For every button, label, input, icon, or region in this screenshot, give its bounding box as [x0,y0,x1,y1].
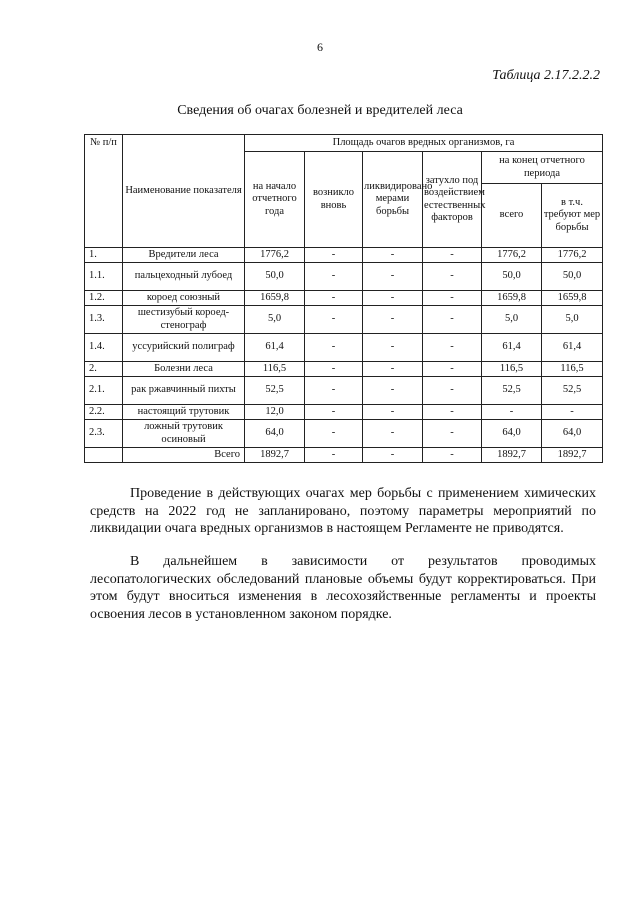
header-num: № п/п [85,135,123,248]
table-row [85,377,603,405]
header-area-group: Площадь очагов вредных организмов, га [245,135,603,152]
header-liquidated: ликвидировано мерами борьбы [363,152,423,248]
pests-table [84,134,603,463]
header-faded: затухло под воздействием естественных факторов [423,152,482,248]
cell-need: 1659,8 [542,291,603,306]
header-name: Наименование показателя [123,135,245,248]
cell-total: 50,0 [482,263,542,291]
cell-start: 1776,2 [245,248,305,263]
cell-liq: - [363,306,423,334]
cell-total: 1892,7 [482,448,542,463]
cell-total: 52,5 [482,377,542,405]
cell-liq: - [363,334,423,362]
cell-new: - [305,248,363,263]
cell-liq: - [363,291,423,306]
cell-new: - [305,334,363,362]
cell-total: 1776,2 [482,248,542,263]
cell-start: 116,5 [245,362,305,377]
cell-name: ложный трутовик осиновый [123,420,245,448]
cell-liq: - [363,263,423,291]
table-body [85,248,603,463]
table-row [85,362,603,377]
cell-num: 1. [85,248,123,263]
header-new: возникло вновь [305,152,363,248]
table-row [85,248,603,263]
cell-start: 1892,7 [245,448,305,463]
cell-start: 1659,8 [245,291,305,306]
cell-liq: - [363,420,423,448]
cell-need: 64,0 [542,420,603,448]
table-row [85,334,603,362]
cell-name: уссурийский полиграф [123,334,245,362]
cell-num: 1.3. [85,306,123,334]
cell-fade: - [423,291,482,306]
cell-fade: - [423,334,482,362]
cell-name: Всего [123,448,245,463]
cell-new: - [305,377,363,405]
cell-name: рак ржавчинный пихты [123,377,245,405]
cell-total: 116,5 [482,362,542,377]
cell-fade: - [423,248,482,263]
table-row [85,405,603,420]
table-row [85,306,603,334]
cell-need: 61,4 [542,334,603,362]
cell-start: 61,4 [245,334,305,362]
cell-new: - [305,420,363,448]
cell-liq: - [363,448,423,463]
table-row [85,291,603,306]
cell-num: 1.4. [85,334,123,362]
header-end-group: на конец отчетного периода [482,152,603,184]
cell-new: - [305,362,363,377]
table-row [85,448,603,463]
header-total: всего [482,184,542,248]
cell-start: 5,0 [245,306,305,334]
cell-fade: - [423,448,482,463]
table-label: Таблица 2.17.2.2.2 [492,68,600,83]
paragraph-2: В дальнейшем в зависимости от результатов проводимых лесопатологических обследований плановые объемы будут корректироваться. При этом будут вноситься изменения в лесохозяйственные регламенты и проекты освоения лесов в установленном законом порядке. [90,554,596,622]
cell-new: - [305,448,363,463]
header-start: на начало отчетного года [245,152,305,248]
cell-fade: - [423,263,482,291]
cell-num: 2.3. [85,420,123,448]
cell-total: 1659,8 [482,291,542,306]
header-need: в т.ч. требуют мер борьбы [542,184,603,248]
cell-liq: - [363,405,423,420]
cell-need: - [542,405,603,420]
paragraph-1: Проведение в действующих очагах мер борьбы с применением химических средств на 2022 год не запланировано, поэтому параметры мероприятий по ликвидации очага вредных организмов в настоящем Регламенте не приводятся. [90,486,596,536]
cell-liq: - [363,377,423,405]
cell-need: 116,5 [542,362,603,377]
cell-name: настоящий трутовик [123,405,245,420]
cell-start: 52,5 [245,377,305,405]
table-row [85,263,603,291]
cell-liq: - [363,362,423,377]
table-row [85,420,603,448]
cell-need: 50,0 [542,263,603,291]
cell-fade: - [423,405,482,420]
cell-num: 2.2. [85,405,123,420]
cell-start: 50,0 [245,263,305,291]
cell-fade: - [423,377,482,405]
cell-new: - [305,405,363,420]
cell-num: 1.2. [85,291,123,306]
table-title: Сведения об очагах болезней и вредителей леса [177,103,463,118]
cell-name: шестизубый короед-стенограф [123,306,245,334]
cell-start: 12,0 [245,405,305,420]
cell-num: 1.1. [85,263,123,291]
cell-new: - [305,263,363,291]
cell-name: короед союзный [123,291,245,306]
cell-start: 64,0 [245,420,305,448]
cell-need: 5,0 [542,306,603,334]
cell-new: - [305,291,363,306]
page-number: 6 [317,40,323,54]
cell-need: 1892,7 [542,448,603,463]
cell-fade: - [423,306,482,334]
cell-num: 2. [85,362,123,377]
cell-need: 52,5 [542,377,603,405]
cell-total: 61,4 [482,334,542,362]
cell-num: 2.1. [85,377,123,405]
cell-new: - [305,306,363,334]
cell-total: 64,0 [482,420,542,448]
cell-liq: - [363,248,423,263]
cell-name: пальцеходный лубоед [123,263,245,291]
cell-total: 5,0 [482,306,542,334]
cell-num [85,448,123,463]
cell-fade: - [423,420,482,448]
cell-need: 1776,2 [542,248,603,263]
cell-name: Болезни леса [123,362,245,377]
cell-fade: - [423,362,482,377]
cell-name: Вредители леса [123,248,245,263]
cell-total: - [482,405,542,420]
